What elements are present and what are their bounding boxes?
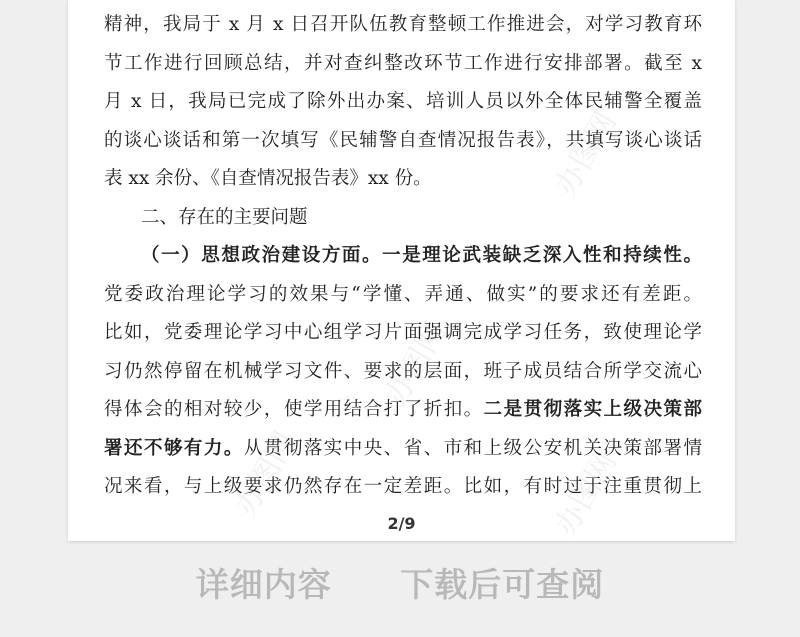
text-line: 节工作进行回顾总结，并对查纠整改环节工作进行安排部署。截至 x [104, 52, 702, 74]
watermark: 办图网 [228, 426, 304, 522]
watermark: 办图网 [378, 316, 454, 412]
normal-text: 得体会的相对较少，使学用结合打了折扣。 [104, 399, 484, 420]
text-line: 的谈心谈话和第一次填写《民辅警自查情况报告表》，共填写谈心谈话 [104, 129, 702, 151]
text-line: 比如，党委理论学习中心组学习片面强调完成学习任务，致使理论学 [104, 322, 702, 343]
text-line: 精神，我局于 x 月 x 日召开队伍教育整顿工作推进会，对学习教育环 [104, 14, 702, 35]
text-line: 表 xx 余份、《自查情况报告表》xx 份。 [104, 168, 432, 189]
watermark: 办图网 [548, 106, 624, 202]
text-line [104, 391, 702, 430]
text-line [104, 237, 702, 276]
watermark: 办图网 [548, 446, 624, 541]
download-banner[interactable] [0, 557, 800, 613]
text-line [104, 430, 702, 469]
page-number: 2/9 [387, 514, 416, 533]
bold-text: 署还不够有力。 [104, 437, 244, 459]
document-page [68, 0, 735, 541]
document-body [104, 6, 702, 507]
text-line: 况来看，与上级要求仍然存在一定差距。比如，有时过于注重贯彻上 [104, 476, 702, 497]
bold-text: 二是贯彻落实上级决策部 [483, 399, 702, 420]
section-heading: 二、存在的主要问题 [141, 206, 308, 228]
text-line: 月 x 日，我局已完成了除外出办案、培训人员以外全体民辅警全覆盖 [104, 91, 702, 112]
bold-text: （一）思想政治建设方面。一是理论武装缺乏深入性和持续性。 [141, 245, 702, 266]
banner-left-text: 详细内容 [195, 565, 332, 604]
banner-right-text: 下载后可查阅 [400, 565, 605, 604]
text-line: 习仍然停留在机械学习文件、要求的层面，班子成员结合所学交流心 [104, 360, 702, 382]
text-line: 党委政治理论学习的效果与“学懂、弄通、做实”的要求还有差距。 [104, 283, 702, 305]
normal-text: 从贯彻落实中央、省、市和上级公安机关决策部署情 [243, 437, 702, 459]
